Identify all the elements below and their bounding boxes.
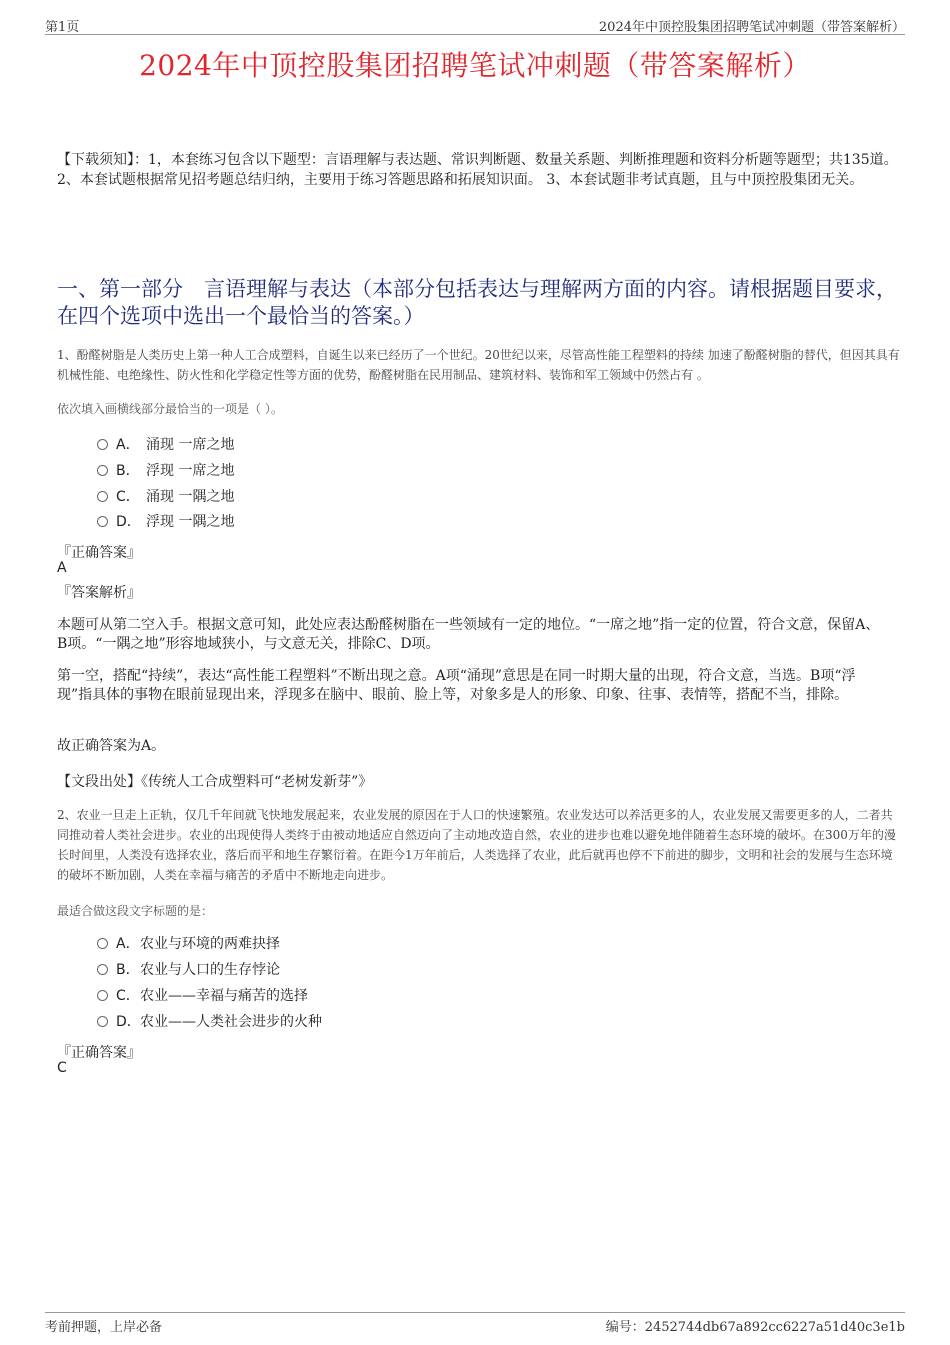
page-header — [45, 14, 905, 35]
q1-option-a[interactable]: A． 涌现 一席之地 — [97, 435, 234, 455]
radio-icon[interactable] — [97, 491, 108, 502]
question-2-text: 2、农业一旦走上正轨，仅几千年间就飞快地发展起来，农业发展的原因在于人口的快速繁殖。农业发达可以养活更多的人，农业发展又需要更多的人，二者共同推动着人类社会进步。农业的出现使得人类终于由被动地适应自然迈向了主动地改造自然，农业的进步也难以避免地伴随着生态环境的破坏。在300万年的漫长时间里，人类没有选择农业，落后而平和地生存繁衍着。在距今1万年前后，人类选择了农业，此后就再也停不下前进的脚步，文明和社会的发展与生态环境的破坏不断加剧，人类在幸福与痛苦的矛盾中不断地走向进步。 — [57, 808, 896, 882]
page-footer — [45, 1312, 905, 1339]
q2-option-d[interactable]: D．农业——人类社会进步的火种 — [97, 1012, 322, 1032]
footer-serial: 编号：2452744db67a892cc6227a51d40c3e1b — [605, 1320, 905, 1335]
q2-option-b[interactable]: B．农业与人口的生存悖论 — [97, 960, 280, 980]
footer-slogan: 考前押题，上岸必备 — [45, 1320, 163, 1335]
q1-answer: A — [57, 560, 67, 576]
q1-analysis-paragraph-1: 本题可从第二空入手。根据文意可知，此处应表达酚醛树脂在一些领域有一定的地位。“一席之地”指一定的位置，符合文意，保留A、B项。“一隅之地”形容地域狭小，与文意无关，排除C、D项。 — [57, 617, 880, 652]
q2-option-c[interactable]: C．农业——幸福与痛苦的选择 — [97, 986, 308, 1006]
radio-icon[interactable] — [97, 1016, 108, 1027]
header-doc-title: 2024年中顶控股集团招聘笔试冲刺题（带答案解析） — [598, 20, 905, 35]
q2-option-a[interactable]: A．农业与环境的两难抉择 — [97, 934, 280, 954]
q1-source: 【文段出处】《传统人工合成塑料可“老树发新芽”》 — [57, 774, 373, 790]
question-1-text: 1、酚醛树脂是人类历史上第一种人工合成塑料，自诞生以来已经历了一个世纪。20世纪以来，尽管高性能工程塑料的持续 加速了酚醛树脂的替代，但因其具有机械性能、电绝缘性、防火性和化学稳定性等方面的优势，酚醛树脂在民用制品、建筑材料、装饰和军工领域中仍然占有 。 — [57, 348, 900, 382]
q1-option-c[interactable]: C． 涌现 一隅之地 — [97, 487, 234, 507]
section-title: 一、第一部分 言语理解与表达（本部分包括表达与理解两方面的内容。请根据题目要求，在四个选项中选出一个最恰当的答案。） — [57, 277, 897, 328]
q1-answer-label: 『正确答案』 — [57, 545, 141, 561]
q2-answer-label: 『正确答案』 — [57, 1045, 141, 1061]
q1-option-b[interactable]: B． 浮现 一席之地 — [97, 461, 234, 481]
radio-icon[interactable] — [97, 938, 108, 949]
radio-icon[interactable] — [97, 990, 108, 1001]
radio-icon[interactable] — [97, 439, 108, 450]
q2-answer: C — [57, 1060, 67, 1076]
q1-analysis-paragraph-2: 第一空，搭配“持续”，表达“高性能工程塑料”不断出现之意。A项“涌现”意思是在同一时期大量的出现，符合文意，当选。B项“浮现”指具体的事物在眼前显现出来，浮现多在脑中、眼前、脸上等，对象多是人的形象、印象、往事、表情等，搭配不当，排除。 — [57, 668, 856, 703]
radio-icon[interactable] — [97, 516, 108, 527]
q1-option-d[interactable]: D． 浮现 一隅之地 — [97, 512, 234, 532]
radio-icon[interactable] — [97, 964, 108, 975]
question-1-prompt: 依次填入画横线部分最恰当的一项是（ ）。 — [57, 402, 283, 416]
question-2-prompt: 最适合做这段文字标题的是： — [57, 904, 214, 918]
document-title: 2024年中顶控股集团招聘笔试冲刺题（带答案解析） — [139, 49, 811, 82]
q1-analysis-paragraph-3: 故正确答案为A。 — [57, 738, 166, 754]
download-notice: 【下载须知】：1，本套练习包含以下题型：言语理解与表达题、常识判断题、数量关系题、判断推理题和资料分析题等题型；共135道。 2、本套试题根据常见招考题总结归纳，主要用于练习答题思路和拓展知识面。 3、本套试题非考试真题，且与中顶控股集团无关。 — [57, 152, 898, 188]
q1-analysis-label: 『答案解析』 — [57, 585, 141, 601]
radio-icon[interactable] — [97, 465, 108, 476]
page-number: 第1页 — [45, 20, 80, 35]
